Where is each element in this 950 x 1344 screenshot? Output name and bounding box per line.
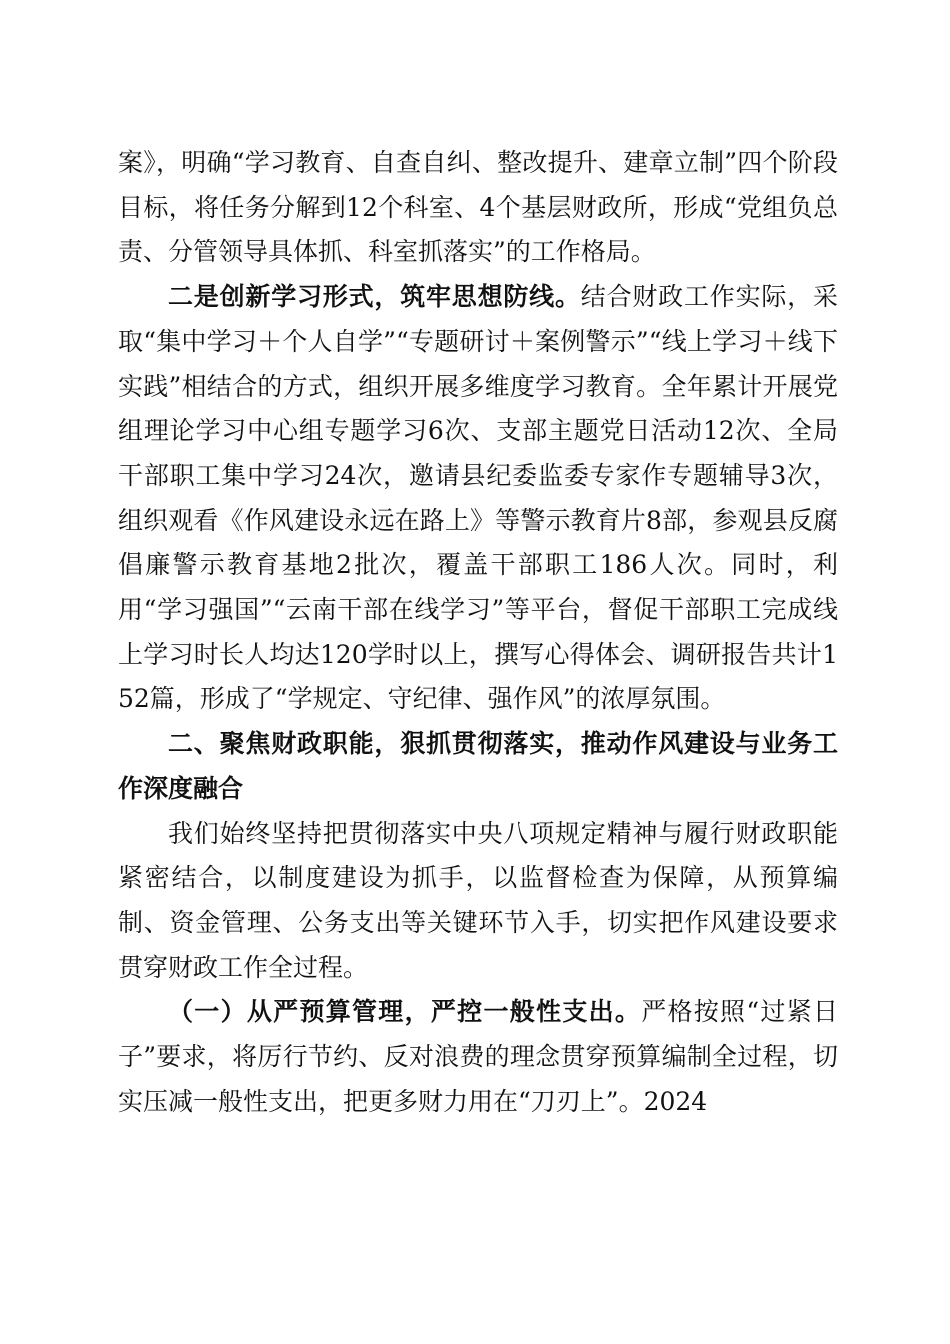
section-heading-text: 二、聚焦财政职能，狠抓贯彻落实，推动作风建设与业务工作深度融合: [118, 729, 838, 803]
paragraph-budget-management: [118, 990, 838, 1124]
paragraph-section-intro: [118, 812, 838, 991]
paragraph-lead: 二是创新学习形式，筑牢思想防线。: [168, 282, 581, 312]
paragraph-lead: （一）从严预算管理，严控一般性支出。: [168, 997, 642, 1027]
section-heading: [118, 722, 838, 811]
paragraph-text: 结合财政工作实际，采取“集中学习＋个人自学”“专题研讨＋案例警示”“线上学习＋线下实践”相结合的方式，组织开展多维度学习教育。全年累计开展党组理论学习中心组专题学习6次、支部主题党日活动12次、全局干部职工集中学习24次，邀请县纪委监委专家作专题辅导3次，组织观看《作风建设永远在路上》等警示教育片8部，参观县反腐倡廉警示教育基地2批次，覆盖干部职工186人次。同时，利用“学习强国”“云南干部在线学习”等平台，督促干部职工完成线上学习时长人均达120学时以上，撰写心得体会、调研报告共计152篇，形成了“学规定、守纪律、强作风”的浓厚氛围。: [118, 282, 838, 714]
paragraph-text: 案》，明确“学习教育、自查自纠、整改提升、建章立制”四个阶段目标，将任务分解到12个科室、4个基层财政所，形成“党组负总责、分管领导具体抓、科室抓落实”的工作格局。: [118, 148, 838, 267]
document-body: [118, 141, 838, 1124]
paragraph-study-forms: [118, 275, 838, 722]
paragraph-text: 严格按照“过紧日子”要求，将厉行节约、反对浪费的理念贯穿预算编制全过程，切实压减一般性支出，把更多财力用在“刀刃上”。2024: [118, 997, 838, 1116]
paragraph-continued: [118, 141, 838, 275]
paragraph-text: 我们始终坚持把贯彻落实中央八项规定精神与履行财政职能紧密结合，以制度建设为抓手，以监督检查为保障，从预算编制、资金管理、公务支出等关键环节入手，切实把作风建设要求贯穿财政工作全过程。: [118, 818, 838, 982]
